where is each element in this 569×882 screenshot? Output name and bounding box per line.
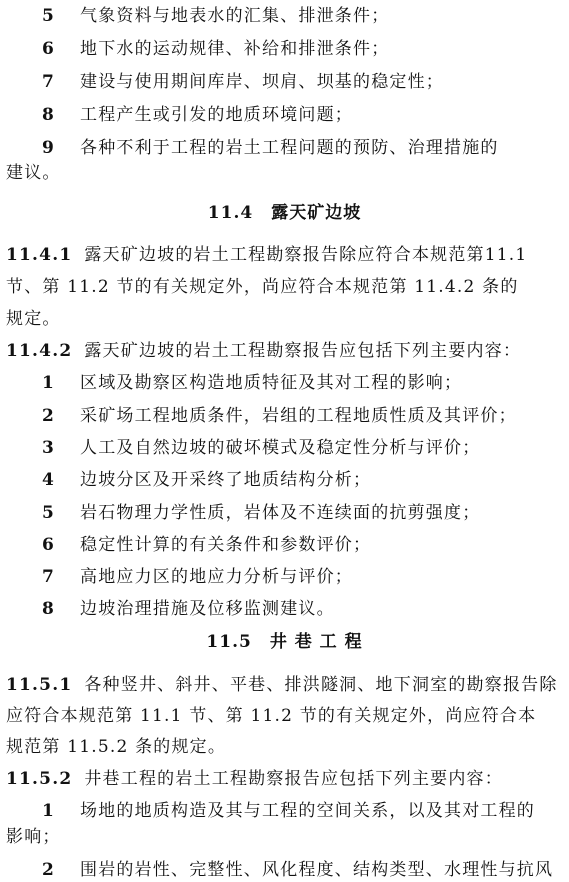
item-number: 7 bbox=[42, 72, 56, 92]
clause-number: 11.5.2 bbox=[6, 769, 73, 789]
list-item bbox=[42, 404, 517, 428]
section-heading bbox=[0, 201, 569, 225]
item-number: 8 bbox=[42, 599, 56, 619]
list-item bbox=[42, 371, 462, 395]
item-text: 气象资料与地表水的汇集、排泄条件； bbox=[80, 6, 390, 26]
item-text: 稳定性计算的有关条件和参数评价； bbox=[80, 535, 372, 555]
list-item bbox=[42, 501, 480, 525]
list-item bbox=[42, 136, 499, 160]
clause-line: 应符合本规范第 11.1 节、第 11.2 节的有关规定外，尚应符合本 bbox=[6, 706, 537, 726]
section-number: 11.5 bbox=[206, 632, 252, 652]
clause-line bbox=[6, 243, 527, 267]
list-item-continuation: 影响； bbox=[6, 827, 61, 847]
item-text: 高地应力区的地应力分析与评价； bbox=[80, 567, 353, 587]
list-item bbox=[42, 533, 371, 557]
section-heading bbox=[0, 630, 569, 654]
clause-text: 露天矿边坡的岩土工程勘察报告除应符合本规范第11.1 bbox=[84, 245, 528, 265]
item-number: 8 bbox=[42, 105, 56, 125]
list-item bbox=[42, 858, 553, 882]
item-text: 工程产生或引发的地质环境问题； bbox=[80, 105, 353, 125]
item-text: 区域及勘察区构造地质特征及其对工程的影响； bbox=[80, 373, 463, 393]
item-number: 5 bbox=[42, 6, 56, 26]
section-title: 井 巷 工 程 bbox=[269, 632, 363, 652]
item-number: 7 bbox=[42, 567, 56, 587]
list-item bbox=[42, 799, 535, 823]
list-item bbox=[42, 468, 371, 492]
item-number: 1 bbox=[42, 373, 56, 393]
item-text: 围岩的岩性、完整性、风化程度、结构类型、水理性与抗风 bbox=[80, 860, 554, 880]
list-item bbox=[42, 37, 389, 61]
item-number: 1 bbox=[42, 801, 56, 821]
list-item bbox=[42, 565, 353, 589]
list-item bbox=[42, 103, 353, 127]
item-text: 边坡分区及开采终了地质结构分析； bbox=[80, 470, 372, 490]
item-number: 2 bbox=[42, 860, 56, 880]
item-number: 2 bbox=[42, 406, 56, 426]
list-item bbox=[42, 70, 444, 94]
clause-text: 各种竖井、斜井、平巷、排洪隧洞、地下洞室的勘察报告除 bbox=[84, 675, 558, 695]
item-number: 6 bbox=[42, 535, 56, 555]
item-text: 岩石物理力学性质，岩体及不连续面的抗剪强度； bbox=[80, 503, 481, 523]
clause-line bbox=[6, 339, 521, 363]
item-text: 地下水的运动规律、补给和排泄条件； bbox=[80, 39, 390, 59]
item-text: 边坡治理措施及位移监测建议。 bbox=[80, 599, 335, 619]
list-item-continuation: 建议。 bbox=[6, 163, 61, 183]
clause-number: 11.4.1 bbox=[6, 245, 73, 265]
clause-text: 露天矿边坡的岩土工程勘察报告应包括下列主要内容： bbox=[84, 341, 522, 361]
item-text: 各种不利于工程的岩土工程问题的预防、治理措施的 bbox=[80, 138, 499, 158]
list-item bbox=[42, 4, 389, 28]
clause-line bbox=[6, 673, 558, 697]
item-text: 采矿场工程地质条件，岩组的工程地质性质及其评价； bbox=[80, 406, 517, 426]
clause-line: 节、第 11.2 节的有关规定外，尚应符合本规范第 11.4.2 条的 bbox=[6, 277, 519, 297]
item-number: 5 bbox=[42, 503, 56, 523]
clause-number: 11.5.1 bbox=[6, 675, 73, 695]
item-number: 4 bbox=[42, 470, 56, 490]
item-number: 9 bbox=[42, 138, 56, 158]
item-text: 建设与使用期间库岸、坝肩、坝基的稳定性； bbox=[80, 72, 444, 92]
clause-text: 井巷工程的岩土工程勘察报告应包括下列主要内容： bbox=[84, 769, 503, 789]
item-text: 人工及自然边坡的破坏模式及稳定性分析与评价； bbox=[80, 438, 481, 458]
section-number: 11.4 bbox=[207, 203, 254, 223]
item-number: 6 bbox=[42, 39, 56, 59]
clause-line: 规范第 11.5.2 条的规定。 bbox=[6, 737, 227, 757]
list-item bbox=[42, 597, 335, 621]
section-title: 露天矿边坡 bbox=[271, 203, 362, 223]
item-number: 3 bbox=[42, 438, 56, 458]
clause-line bbox=[6, 767, 503, 791]
list-item bbox=[42, 436, 480, 460]
item-text: 场地的地质构造及其与工程的空间关系，以及其对工程的 bbox=[80, 801, 535, 821]
clause-line: 规定。 bbox=[6, 309, 61, 329]
clause-number: 11.4.2 bbox=[6, 341, 73, 361]
